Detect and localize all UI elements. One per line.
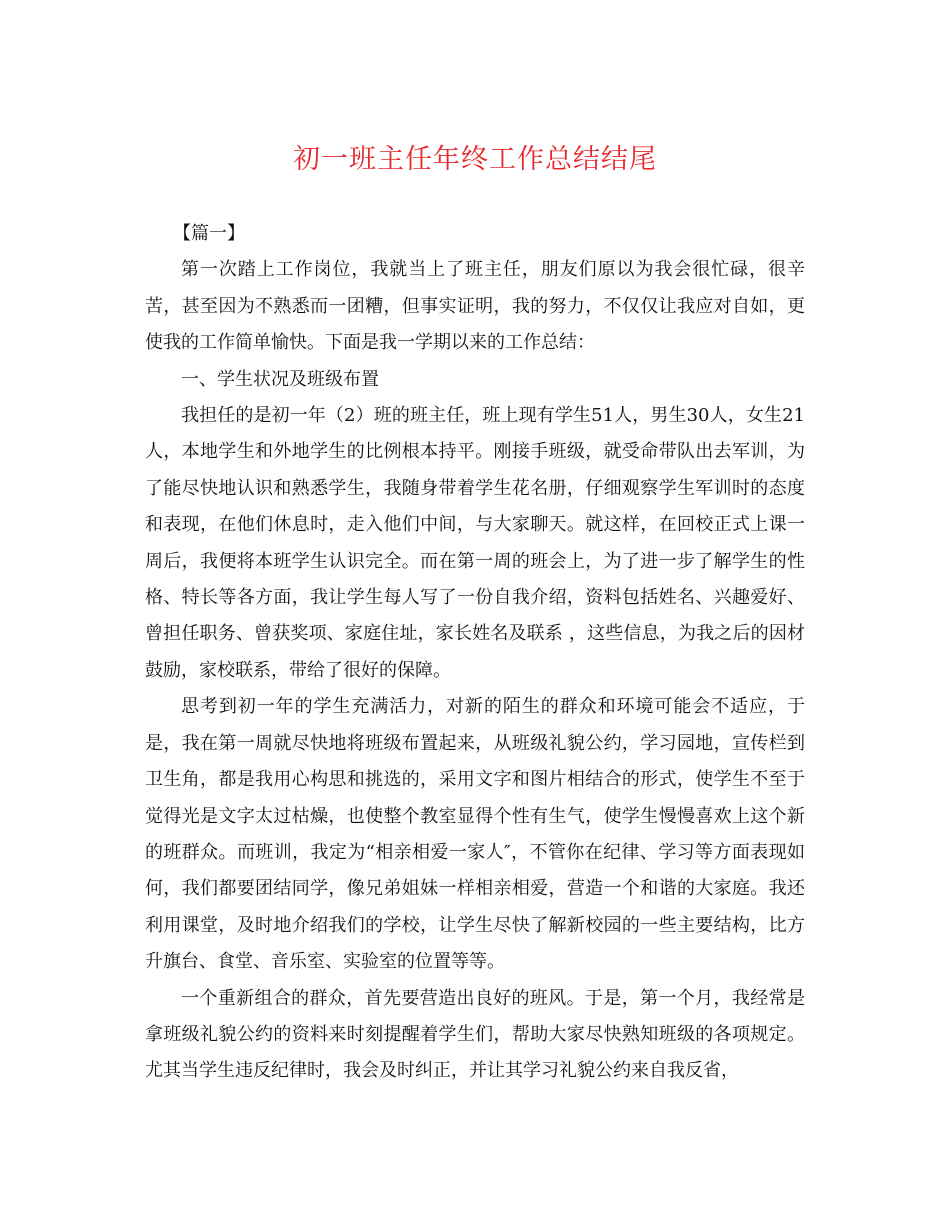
paragraph-class-info: 我担任的是初一年（2）班的班主任，班上现有学生51人，男生30人，女生21人，本地学生和外地学生的比例根本持平。刚接手班级，就受命带队出去军训，为了能尽快地认识和熟悉学生，我随身带着学生花名册，仔细观察学生军训时的态度和表现，在他们休息时，走入他们中间，与大家聊天。就这样，在回校正式上课一周后，我便将本班学生认识完全。而在第一周的班会上，为了进一步了解学生的性格、特长等各方面，我让学生每人写了一份自我介绍，资料包括姓名、兴趣爱好、曾担任职务、曾获奖项、家庭住址，家长姓名及联系 ，这些信息，为我之后的因材鼓励，家校联系，带给了很好的保障。 — [145, 405, 805, 681]
document-body — [145, 216, 805, 1090]
document-title: 初一班主任年终工作总结结尾 — [293, 144, 657, 175]
paragraph-intro: 第一次踏上工作岗位，我就当上了班主任，朋友们原以为我会很忙碌，很辛苦，甚至因为不熟悉而一团糟，但事实证明，我的努力，不仅仅让我应对自如，更使我的工作简单愉快。下面是我一学期以来的工作总结： — [145, 259, 805, 354]
section-heading: 一、学生状况及班级布置 — [181, 368, 379, 390]
section-marker: 【篇一】 — [173, 223, 245, 244]
paragraph-class-style: 一个重新组合的群众，首先要营造出良好的班风。于是，第一个月，我经常是拿班级礼貌公约的资料来时刻提醒着学生们，帮助大家尽快熟知班级的各项规定。尤其当学生违反纪律时，我会及时纠正，并让其学习礼貌公约来自我反省， — [145, 987, 805, 1082]
paragraph-classroom-setup: 思考到初一年的学生充满活力，对新的陌生的群众和环境可能会不适应，于是，我在第一周就尽快地将班级布置起来，从班级礼貌公约，学习园地，宣传栏到卫生角，都是我用心构思和挑选的，采用文字和图片相结合的形式，使学生不至于觉得光是文字太过枯燥，也使整个教室显得个性有生气，使学生慢慢喜欢上这个新的班群众。而班训，我定为“相亲相爱一家人″，不管你在纪律、学习等方面表现如何，我们都要团结同学，像兄弟姐妹一样相亲相爱，营造一个和谐的大家庭。我还利用课堂，及时地介绍我们的学校，让学生尽快了解新校园的一些主要结构，比方升旗台、食堂、音乐室、实验室的位置等等。 — [145, 696, 805, 973]
